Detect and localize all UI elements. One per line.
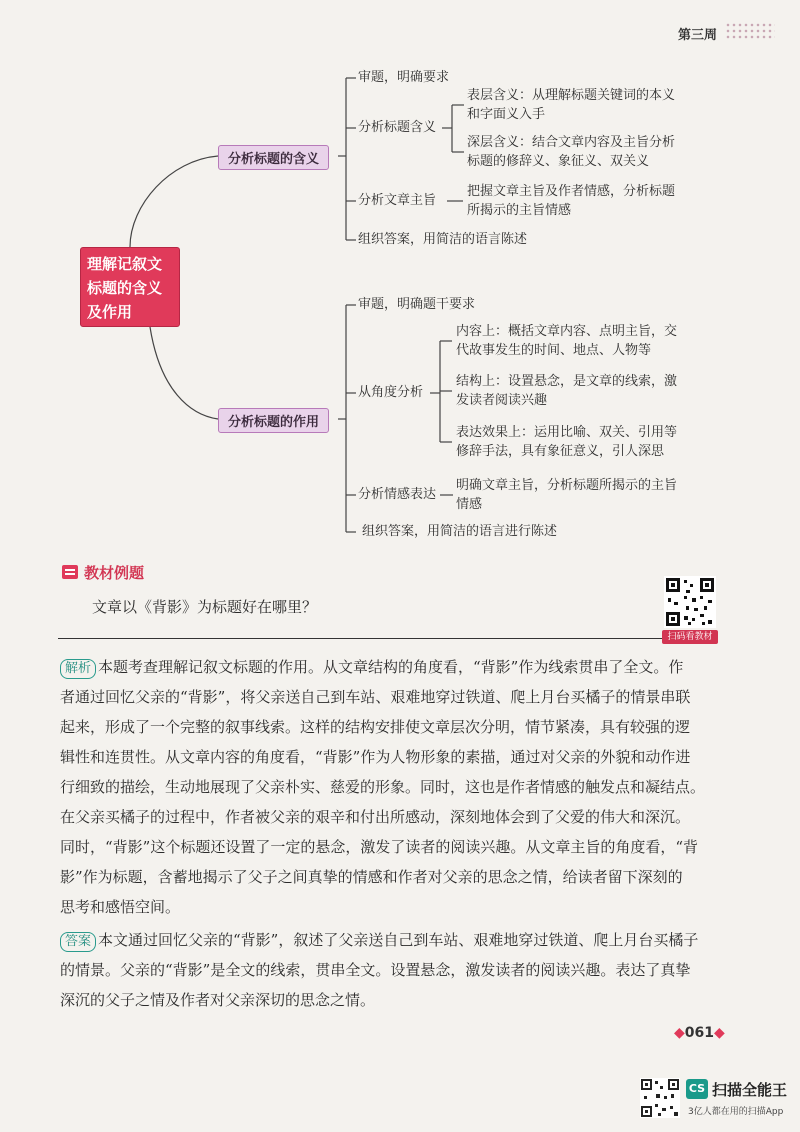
- analysis-line: 在父亲买橘子的过程中，作者被父亲的艰辛和付出所感动，深刻地体会到了父爱的伟大和深沉。: [60, 808, 691, 826]
- b1-hanyi: 分析标题含义: [358, 120, 437, 135]
- qr-code[interactable]: [664, 576, 716, 628]
- analysis-line: 解析 本题考查理解记叙文标题的作用。从文章结构的角度看，“背影”作为线索贯串了全文。作: [60, 652, 730, 682]
- b1-zhuzhi: 分析文章主旨: [358, 193, 437, 208]
- analysis-line: 辑性和连贯性。从文章内容的角度看，“背影”作为人物形象的素描，通过对父亲的外貌和动作进: [60, 748, 691, 766]
- answer-line: 的情景。父亲的“背影”是全文的线索，贯串全文。设置悬念，激发读者的阅读兴趣。表达了真挚: [60, 961, 691, 979]
- b1-zhuzhi-detail: 把握文章主旨及作者情感，分析标题 所揭示的主旨情感: [467, 184, 676, 218]
- watermark-logo: CS: [686, 1079, 708, 1099]
- b2-jiaodu: 从角度分析: [358, 385, 424, 400]
- b1-zuzhi: 组织答案，用简洁的语言陈述: [358, 232, 528, 247]
- watermark-qr: [640, 1078, 680, 1118]
- answer-block: [60, 925, 730, 1015]
- answer-tag: 答案: [60, 932, 96, 952]
- answer-line: 答案 本文通过回忆父亲的“背影”，叙述了父亲送自己到车站、艰难地穿过铁道、爬上月台买橘子: [60, 925, 730, 955]
- b2-qinggan-detail: 明确文章主旨，分析标题所揭示的主旨 情感: [456, 478, 678, 512]
- analysis-line: 者通过回忆父亲的“背影”，将父亲送自己到车站、艰难地穿过铁道、爬上月台买橘子的情景串联: [60, 688, 691, 706]
- divider: [58, 638, 662, 639]
- b2-shenti: 审题，明确题干要求: [358, 297, 476, 312]
- watermark-name: 扫描全能王: [712, 1081, 788, 1099]
- b1-shenceng: 深层含义：结合文章内容及主旨分析 标题的修辞义、象征义、双关义: [467, 135, 676, 169]
- analysis-tag: 解析: [60, 659, 96, 679]
- example-heading: 教材例题: [84, 564, 145, 582]
- analysis-line: 起来，形成了一个完整的叙事线索。这样的结构安排使文章层次分明，情节紧凑，具有较强的逻: [60, 718, 691, 736]
- qr-caption: 扫码看教材: [662, 630, 718, 644]
- b2-jiegou: 结构上：设置悬念，是文章的线索，激 发读者阅读兴趣: [456, 374, 678, 408]
- root-line-2: 标题的含义: [87, 279, 163, 297]
- analysis-line: 影”作为标题，含蓄地揭示了父子之间真挚的情感和作者对父亲的思念之情，给读者留下深刻的: [60, 868, 683, 886]
- b2-biaoda: 表达效果上：运用比喻、双关、引用等 修辞手法，具有象征意义，引人深思: [456, 425, 678, 459]
- b1-biaoceng: 表层含义：从理解标题关键词的本义 和字面义入手: [467, 88, 676, 122]
- week-label: 第三周: [678, 28, 718, 43]
- branch-function: 分析标题的作用: [218, 408, 329, 433]
- analysis-line: 同时，“背影”这个标题还设置了一定的悬念，激发了读者的阅读兴趣。从文章主旨的角度看，“背: [60, 838, 699, 856]
- page-number: ◆061◆: [674, 1025, 725, 1041]
- b2-zuzhi: 组织答案，用简洁的语言进行陈述: [362, 524, 558, 539]
- b1-shenti: 审题，明确要求: [358, 70, 450, 85]
- branch-meaning: 分析标题的含义: [218, 145, 329, 170]
- analysis-line: 思考和感悟空间。: [60, 898, 181, 916]
- watermark-slogan: 3亿人都在用的扫描App: [688, 1107, 784, 1117]
- analysis-line: 行细致的描绘，生动地展现了父亲朴实、慈爱的形象。同时，这也是作者情感的触发点和凝结点。: [60, 778, 706, 796]
- example-question: 文章以《背影》为标题好在哪里？: [92, 598, 318, 616]
- analysis-block: [60, 652, 730, 922]
- root-line-3: 及作用: [87, 303, 133, 321]
- b2-neirong: 内容上：概括文章内容、点明主旨，交 代故事发生的时间、地点、人物等: [456, 324, 678, 358]
- answer-line: 深沉的父子之情及作者对父亲深切的思念之情。: [60, 991, 376, 1009]
- example-icon: [62, 565, 78, 579]
- mindmap-root: [80, 247, 180, 327]
- root-line-1: 理解记叙文: [87, 255, 163, 273]
- b2-qinggan: 分析情感表达: [358, 487, 437, 502]
